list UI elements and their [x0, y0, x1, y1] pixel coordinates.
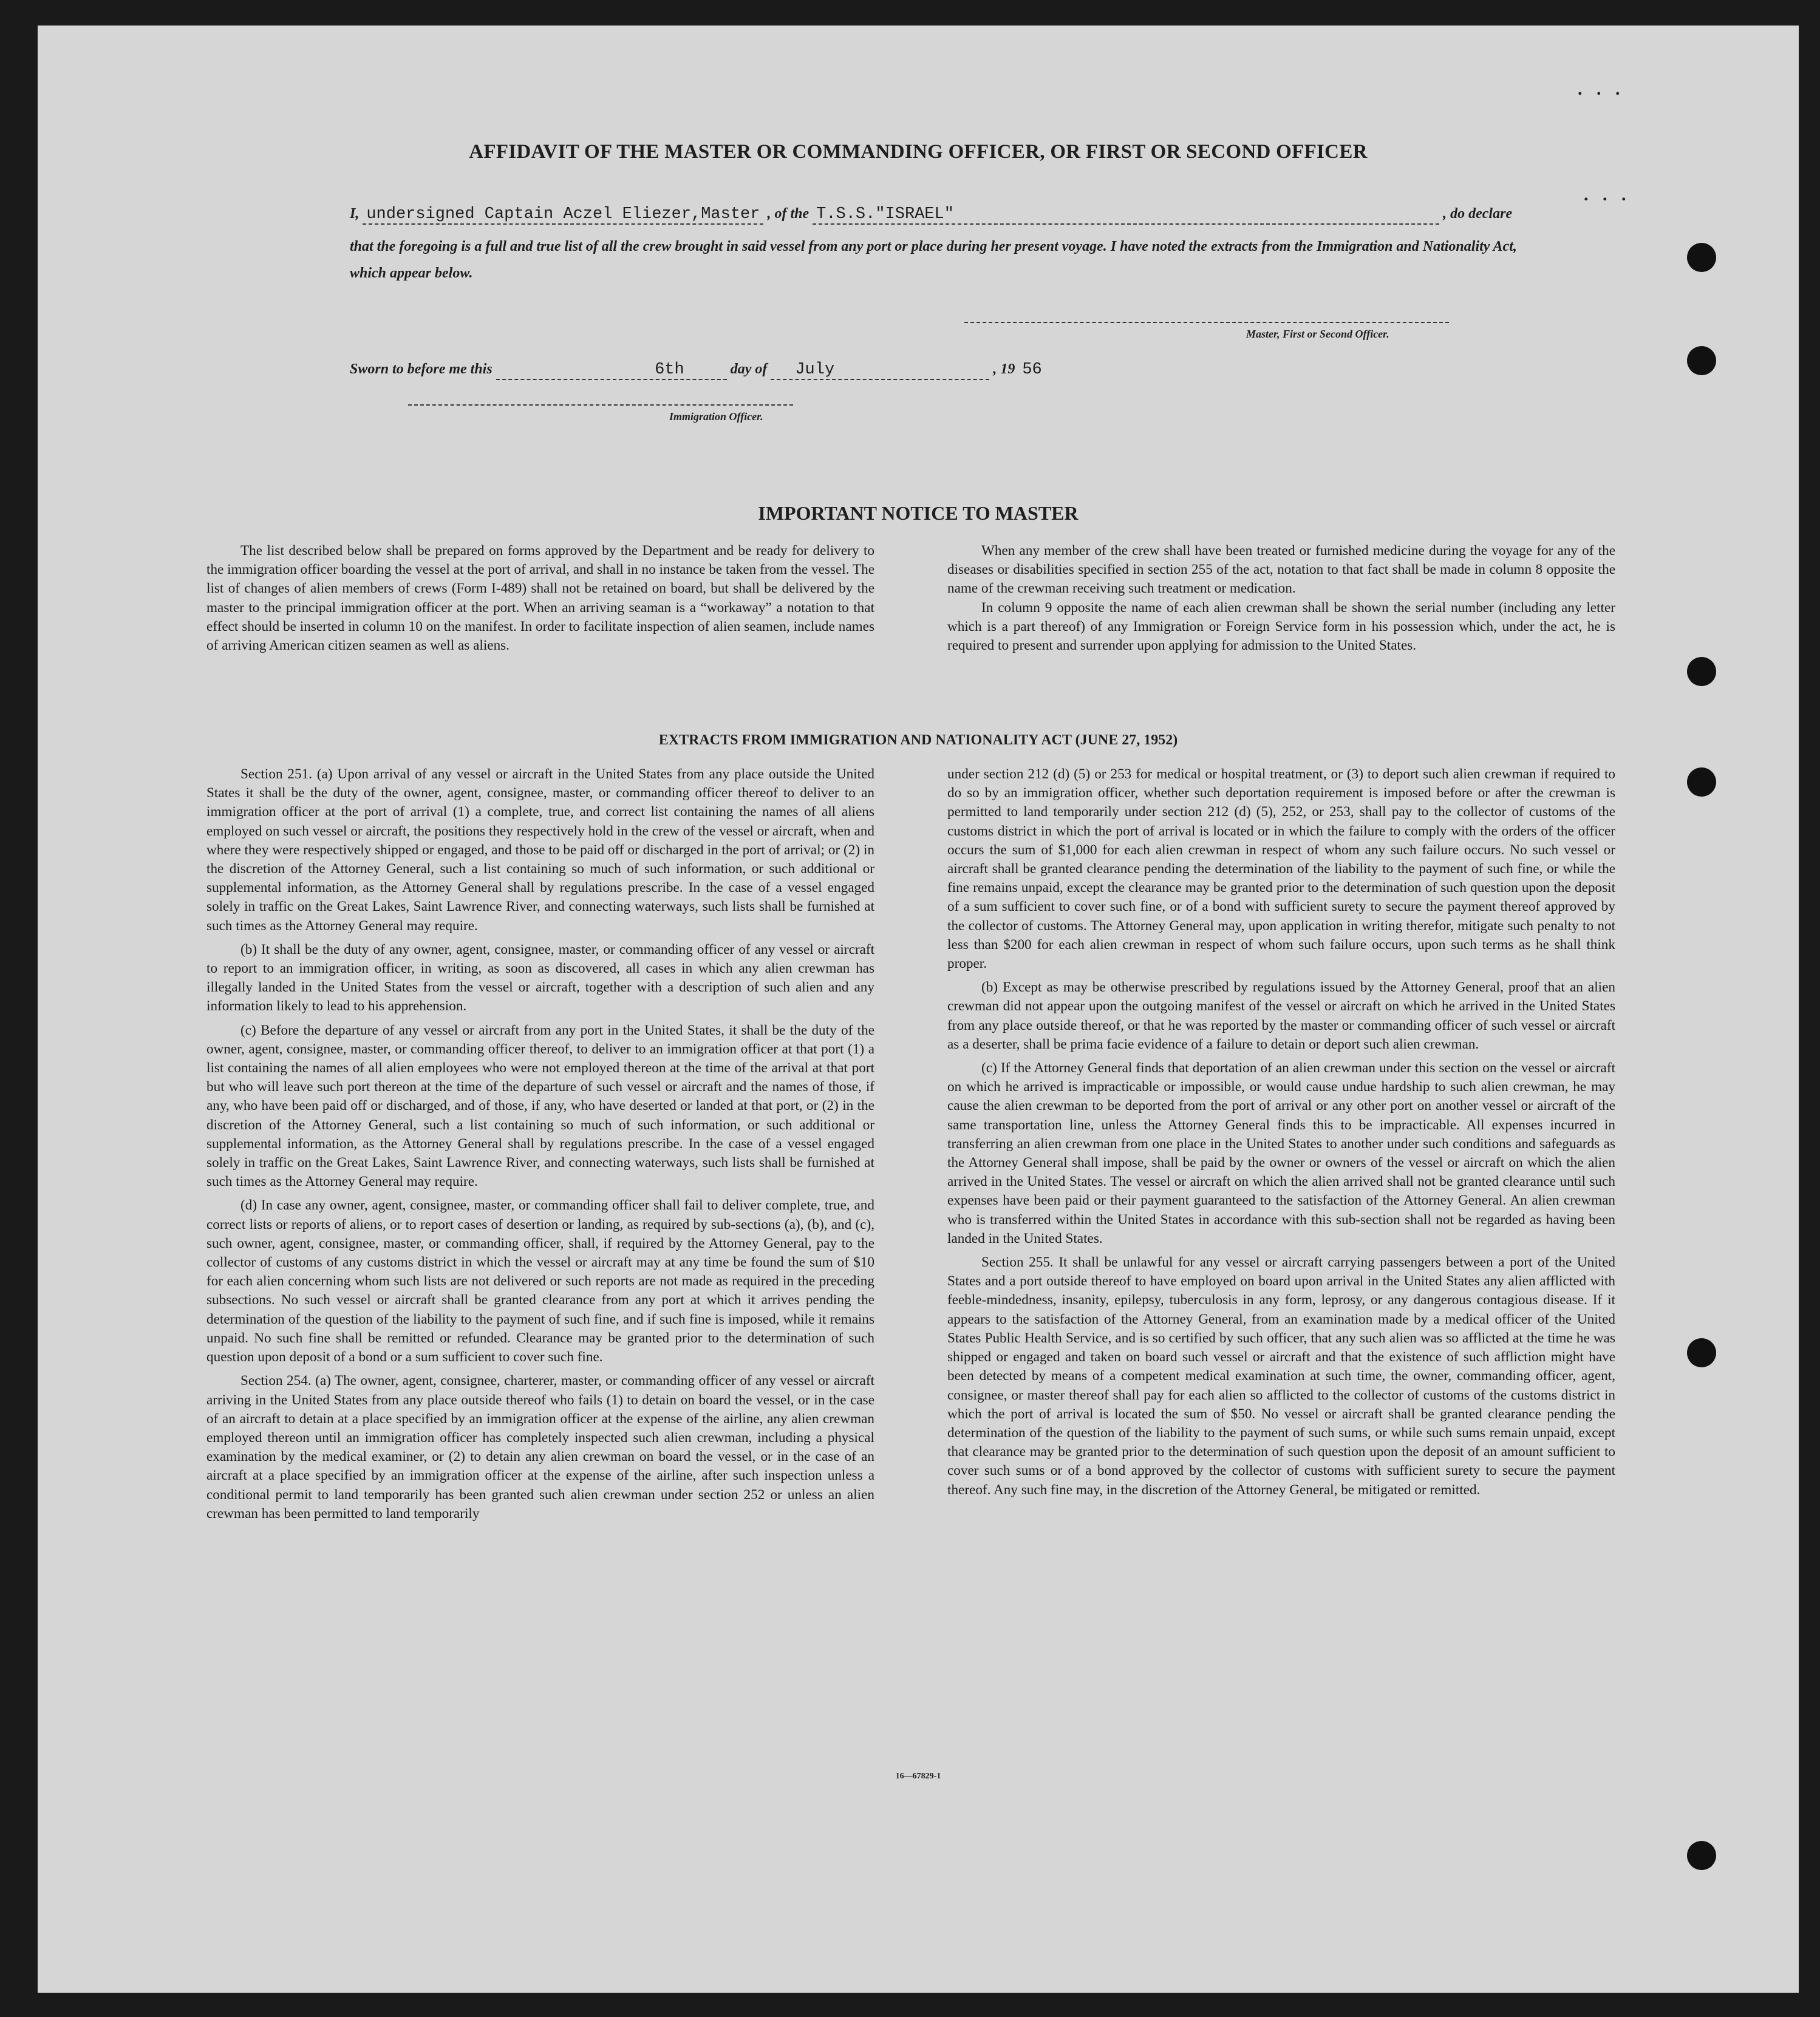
punch-hole — [1687, 1338, 1716, 1367]
notice-paragraph: In column 9 opposite the name of each alien crewman shall be shown the serial number (including any letter which is a part thereof) of any Immigration or Foreign Service form in his possession which, under the act, he is required to present and surrender upon applying for admission to the United States. — [947, 599, 1615, 654]
declarant-name: undersigned Captain Aczel Eliezer,Master — [363, 205, 763, 225]
sworn-line — [350, 361, 1382, 380]
extract-paragraph: Section 254. (a) The owner, agent, consignee, charterer, master, or commanding officer of any vessel or aircraft arriving in the United States from any place outside thereof who fails (1) to detain on board the vessel, or in the case of an aircraft to detain at a place specified by an immigration officer at the expense of the airline, any alien crewman employed thereon until an immigration officer has completely inspected such alien crewman, including a physical examination by the medical examiner, or (2) to detain any alien crewman on board the vessel, or in the case of an aircraft at a place specified by an immigration officer at the expense of the airline, after such inspection unless a conditional permit to land temporarily has been granted such alien crewman under section 252 or unless an alien crewman has been permitted to land temporarily — [206, 1373, 874, 1522]
do-declare-label: , do declare — [1443, 206, 1513, 222]
notice-left-column — [206, 542, 874, 660]
extracts-title: EXTRACTS FROM IMMIGRATION AND NATIONALITY ACT (JUNE 27, 1952) — [658, 732, 1178, 748]
stray-marks: . . . — [1578, 79, 1625, 99]
sworn-month: July — [771, 361, 989, 380]
officer-signature-line — [408, 404, 793, 406]
extracts-left-column — [206, 765, 874, 1528]
punch-hole — [1687, 767, 1716, 797]
notice-paragraph: When any member of the crew shall have been treated or furnished medicine during the voyage for any of the diseases or disabilities specified in section 255 of the act, notation to that fact shall be made in column 8 opposite the name of the crewman receiving such treatment or medication. — [947, 543, 1615, 597]
document-page — [38, 26, 1799, 1993]
extract-paragraph: (b) Except as may be otherwise prescribed by regulations issued by the Attorney General, proof that an alien crewman did not appear upon the outgoing manifest of the vessel or aircraft on which he arrived in the United States from any place outside thereof, or that he was reported by the master or commanding officer of such vessel or aircraft as a deserter, shall be prima facie evidence of a failure to detain or deport such alien crewman. — [947, 979, 1615, 1052]
master-signature-label: Master, First or Second Officer. — [1246, 328, 1389, 340]
punch-hole — [1687, 346, 1716, 375]
extract-paragraph: Section 255. It shall be unlawful for any vessel or aircraft carrying passengers between a port of the United States and a port outside thereof to have employed on board upon arrival in the United States any alien afflicted with feeble-mindedness, insanity, epilepsy, tuberculosis in any form, leprosy, or any dangerous contagious disease. If it appears to the satisfaction of the Attorney General, from an examination made by a medical officer of the United States Public Health Service, and is so certified by such officer, that any such alien was so afflicted at the time he was shipped or engaged and taken on board such vessel or aircraft and that the existence of such affliction might have been detected by means of a competent medical examination at such time, the owner, commanding officer, agent, consignee, or master thereof shall pay for each alien so afflicted to the collector of customs of the customs district in which the port of arrival is located the sum of $50. No vessel or aircraft shall be granted clearance pending the determination of the question of the liability to the payment of such sums, or while such sums remain unpaid, except that clearance may be granted prior to the determination of such question upon the deposit of an amount sufficient to cover such sums or of a bond approved by the collector of customs with sufficient surety to secure the payment thereof. Any such fine may, in the discretion of the Attorney General, be mitigated or remitted. — [947, 1254, 1615, 1498]
declaration-statement: that the foregoing is a full and true list of all the crew brought in said vessel from any port or place during her present voyage. I have noted the extracts from the Immigration and Nationality Act, which appear below. — [350, 239, 1517, 281]
day-of-label: day of — [730, 361, 768, 377]
year-prefix: , 19 — [993, 361, 1015, 377]
affidavit-title: AFFIDAVIT OF THE MASTER OR COMMANDING OFFICER, OR FIRST OR SECOND OFFICER — [469, 141, 1368, 163]
declaration-line — [350, 205, 1522, 225]
sworn-year: 56 — [1022, 361, 1042, 379]
extract-paragraph: (d) In case any owner, agent, consignee, master, or commanding officer shall fail to deliver complete, true, and correct lists or reports of aliens, or to report cases of desertion or landing, as required by sub-sections (a), (b), and (c), such owner, agent, consignee, master, or commanding officer, shall, if required by the Attorney General, pay to the collector of customs of any customs district in which the vessel or aircraft may at any time be found the sum of $10 for each alien concerning whom such lists are not delivered or such reports are not made as required in the preceding subsections. No such vessel or aircraft shall be granted clearance from any port at which it arrives pending the determination of the question of the liability to the payment of such fine, and if such fine is imposed, while it remains unpaid. No such fine shall be remitted or refunded. Clearance may be granted prior to the determination of such question upon deposit of a bond or a sum sufficient to cover such fine. — [206, 1197, 874, 1366]
extracts-right-column — [947, 765, 1615, 1505]
form-number: 16—67829-1 — [895, 1772, 941, 1781]
notice-title: IMPORTANT NOTICE TO MASTER — [758, 502, 1079, 524]
punch-hole — [1687, 657, 1716, 686]
master-signature-line — [964, 322, 1449, 323]
extract-paragraph: Section 251. (a) Upon arrival of any vessel or aircraft in the United States from any place outside the United States it shall be the duty of the owner, agent, consignee, master, or commanding officer thereof to deliver to an immigration officer at the port of arrival (1) a complete, true, and correct list containing the names of all aliens employed on such vessel or aircraft, the positions they respectively hold in the crew of the vessel or aircraft, when and where they were respectively shipped or engaged, and those to be paid off or discharged in the port of arrival; or (2) in the discretion of the Attorney General, such a list containing so much of such information, or such additional or supplemental information, as the Attorney General shall by regulations prescribe. In the case of a vessel engaged solely in traffic on the Great Lakes, Saint Lawrence River, and connecting waterways, such lists shall be furnished at such times as the Attorney General may require. — [206, 766, 874, 934]
sworn-day: 6th — [496, 361, 727, 380]
extract-paragraph: (b) It shall be the duty of any owner, agent, consignee, master, or commanding officer of any vessel or aircraft to report to an immigration officer, in writing, as soon as discovered, all cases in which any alien crewman has illegally landed in the United States from the vessel or aircraft, together with a description of such alien and any information likely to lead to his apprehension. — [206, 941, 874, 1015]
stray-marks: . . . — [1584, 185, 1631, 205]
extract-paragraph: (c) If the Attorney General finds that deportation of an alien crewman under this section on the vessel or aircraft on which he arrived is impracticable or impossible, or would cause undue hardship to such alien crewman, he may cause the alien crewman to be deported from the port of arrival or any other port on another vessel or aircraft of the same transportation line, unless the Attorney General finds this to be impracticable. All expenses incurred in transferring an alien crewman from one place in the United States to another under such conditions and safeguards as the Attorney General shall impose, shall be paid by the owner or owners of the vessel or aircraft on which the alien arrived in the United States. The vessel or aircraft on which the alien arrived shall not be granted clearance until such expenses have been paid or their payment guaranteed to the satisfaction of the Attorney General. An alien crewman who is transferred within the United States in accordance with this sub-section shall not be regarded as having been landed in the United States. — [947, 1060, 1615, 1247]
punch-hole — [1687, 243, 1716, 272]
pronoun: I, — [350, 206, 360, 222]
extract-paragraph: under section 212 (d) (5) or 253 for medical or hospital treatment, or (3) to deport such alien crewman if required to do so by an immigration officer, whether such deportation requirement is imposed before or after the crewman is permitted to land temporarily under section 212 (d) (5), 252, or 253, shall pay to the collector of customs of the customs district in which the port of arrival is located or in which the failure to comply with the orders of the officer occurs the sum of $1,000 for each alien crewman in respect of whom any such failure occurs. No such vessel or aircraft shall be granted clearance pending the determination of the liability to the payment of such fine, or while the fine remains unpaid, except the clearance may be granted prior to the determination of such question upon the deposit of a sum sufficient to cover such fine, or of a bond with sufficient surety to secure the payment thereof approved by the collector of customs. The Attorney General may, upon application in writing therefor, mitigate such penalty to not less than $200 for each alien crewman in respect of whom such failure occurs, upon such terms as he shall think proper. — [947, 766, 1615, 972]
vessel-name: T.S.S."ISRAEL" — [813, 205, 1439, 225]
of-the-label: , of the — [767, 206, 809, 222]
notice-paragraph: The list described below shall be prepared on forms approved by the Department and be ready for delivery to the immigration officer boarding the vessel at the port of arrival, and shall in no instance be taken from the vessel. The list of changes of alien members of crews (Form I-489) shall not be retained on board, but shall be delivered by the master to the principal immigration officer at the port. When an arriving seaman is a “workaway” a notation to that effect should be inserted in column 10 on the manifest. In order to facilitate inspection of alien seamen, include names of arriving American citizen seamen as well as aliens. — [206, 543, 874, 654]
extract-paragraph: (c) Before the departure of any vessel or aircraft from any port in the United States, it shall be the duty of the owner, agent, consignee, master, or commanding officer thereof, to deliver to an immigration officer at that port (1) a list containing the names of all alien employees who were not employed thereon at the time of the arrival at that port but who will leave such port thereon at the time of the departure of such vessel or aircraft and the names of those, if any, who have been paid off or discharged, and of those, if any, who have deserted or landed at that port, or (2) in the discretion of the Attorney General, such a list containing so much of such information, or such additional or supplemental information, as the Attorney General shall by regulations prescribe. In the case of a vessel engaged solely in traffic on the Great Lakes, Saint Lawrence River, and connecting waterways, such lists shall be furnished at such times as the Attorney General may require. — [206, 1022, 874, 1190]
notice-right-column — [947, 542, 1615, 660]
punch-hole — [1687, 1841, 1716, 1870]
sworn-label: Sworn to before me this — [350, 361, 492, 377]
officer-signature-label: Immigration Officer. — [669, 410, 763, 423]
